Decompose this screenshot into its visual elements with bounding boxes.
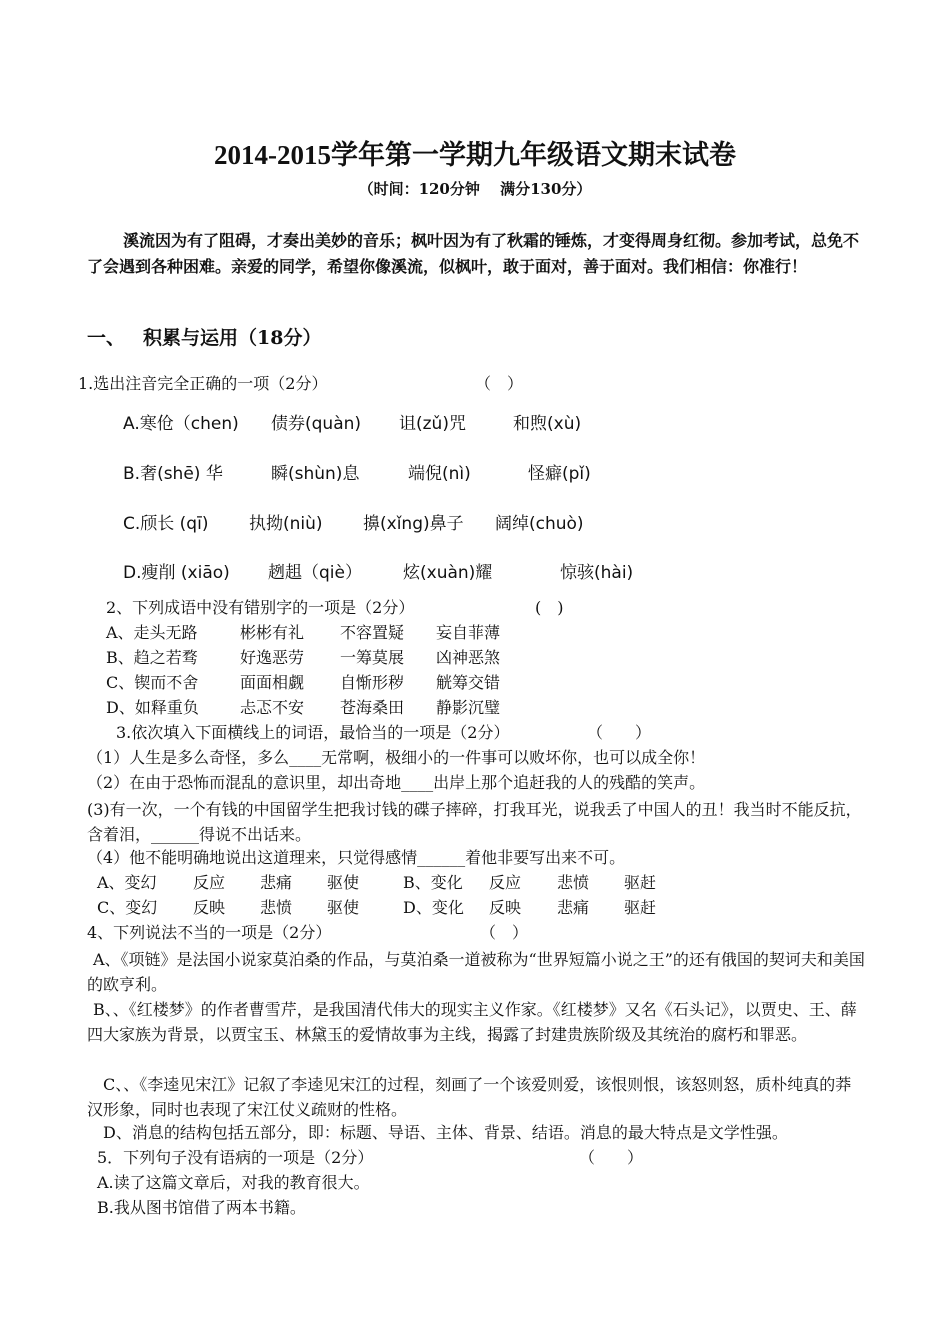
q3-d-3: 悲痛 — [557, 898, 590, 917]
q3-sentence-3: (3)有一次，一个有钱的中国留学生把我讨钱的碟子摔碎，打我耳光，说我丢了中国人的丑！我当时不能反抗，含着泪，______得说不出话来。 — [87, 800, 862, 844]
q3-stem: 3.依次填入下面横线上的词语，最恰当的一项是（2分） — [116, 723, 510, 742]
q1-b-4: 怪癖(pǐ) — [528, 464, 591, 484]
q2-c-4: 觥筹交错 — [436, 673, 501, 692]
q3-b-3: 悲愤 — [557, 873, 590, 892]
q3-a-2: 反应 — [193, 873, 226, 892]
q3-a-4: 驱使 — [327, 873, 360, 892]
q3-b-1: B、变化 — [403, 873, 463, 892]
q2-c-2: 面面相觑 — [240, 673, 305, 692]
section-number: 一、 — [87, 327, 126, 349]
q1-a-4: 和煦(xù) — [513, 414, 582, 434]
q2-b-1: B、趋之若骛 — [106, 648, 198, 667]
q2-a-1: A、走头无路 — [106, 623, 198, 642]
q1-a-1: A.寒伧（chen) — [123, 414, 239, 434]
q5-stem: 5．下列句子没有语病的一项是（2分） — [97, 1148, 374, 1167]
q3-c-2: 反映 — [193, 898, 226, 917]
q2-d-3: 苍海桑田 — [340, 698, 405, 717]
q3-c-3: 悲愤 — [260, 898, 293, 917]
q3-c-1: C、变幻 — [97, 898, 158, 917]
q3-d-2: 反映 — [489, 898, 522, 917]
q2-a-2: 彬彬有礼 — [240, 623, 305, 642]
q3-sentence-2: （2）在由于恐怖而混乱的意识里，却出奇地____出岸上那个追赶我的人的残酷的笑声。 — [87, 773, 706, 792]
q3-a-3: 悲痛 — [260, 873, 293, 892]
q2-b-3: 一筹莫展 — [340, 648, 405, 667]
q4-option-d: D、消息的结构包括五部分，即：标题、导语、主体、背景、结语。消息的最大特点是文学性强。 — [103, 1123, 788, 1142]
q1-b-3: 端倪(nì) — [408, 464, 471, 484]
q1-stem: 1.选出注音完全正确的一项（2分） — [78, 374, 328, 393]
q1-b-1: B.奢(shē) 华 — [123, 464, 223, 484]
q2-c-1: C、锲而不舍 — [106, 673, 199, 692]
q3-c-4: 驱使 — [327, 898, 360, 917]
q3-d-4: 驱赶 — [624, 898, 657, 917]
q1-a-2: 债券(quàn) — [271, 414, 362, 434]
q1-b-2: 瞬(shùn)息 — [271, 464, 360, 484]
q5-answer-paren: （ ） — [579, 1148, 644, 1167]
q2-b-2: 好逸恶劳 — [240, 648, 305, 667]
q1-c-2: 执拗(niù) — [249, 514, 323, 534]
q5-option-b: B.我从图书馆借了两本书籍。 — [97, 1198, 306, 1217]
q1-d-2: 趔趄（qiè） — [268, 563, 362, 583]
q2-d-2: 忐忑不安 — [240, 698, 305, 717]
q4-option-a: A、《项链》是法国小说家莫泊桑的作品，与莫泊桑一道被称为“世界短篇小说之王”的还有俄国的契诃夫和美国的欧亨利。 — [87, 950, 865, 994]
q3-b-2: 反应 — [489, 873, 522, 892]
q2-d-1: D、如释重负 — [106, 698, 199, 717]
q2-stem: 2、下列成语中没有错别字的一项是（2分） — [106, 598, 415, 617]
section-label: 积累与运用（18分） — [143, 327, 322, 349]
q4-option-c: C、、《李逵见宋江》记叙了李逵见宋江的过程，刻画了一个该爱则爱，该恨则恨，该怒则怒，质朴纯真的莽汉形象，同时也表现了宋江仗义疏财的性格。 — [87, 1075, 852, 1119]
q2-d-4: 静影沉璧 — [436, 698, 501, 717]
q4-option-b: B、、《红楼梦》的作者曹雪芹，是我国清代伟大的现实主义作家。《红楼梦》又名《石头记》，以贾史、王、薛四大家族为背景，以贾宝玉、林黛玉的爱情故事为主线，揭露了封建贵族阶级及其统治的腐朽和罪恶。 — [87, 1000, 857, 1044]
q1-d-3: 炫(xuàn)耀 — [403, 563, 493, 583]
q1-a-3: 诅(zǔ)咒 — [399, 414, 466, 434]
q3-b-4: 驱赶 — [624, 873, 657, 892]
q3-sentence-1: （1）人生是多么奇怪，多么____无常啊，极细小的一件事可以败坏你，也可以成全你！ — [87, 748, 706, 767]
q1-c-3: 擤(xǐng)鼻子 — [363, 514, 464, 534]
q3-a-1: A、变幻 — [97, 873, 157, 892]
q5-option-a: A.读了这篇文章后，对我的教育很大。 — [97, 1173, 370, 1192]
section-heading — [87, 323, 321, 350]
q1-d-1: D.瘦削 (xiāo) — [123, 563, 230, 583]
q2-a-4: 妄自菲薄 — [436, 623, 501, 642]
q2-b-4: 凶神恶煞 — [436, 648, 501, 667]
intro-paragraph: 溪流因为有了阻碍，才奏出美妙的音乐；枫叶因为有了秋霜的锤炼，才变得周身红彻。参加考试，总免不了会遇到各种困难。亲爱的同学，希望你像溪流，似枫叶，敢于面对，善于面对。我们相信：你准行！ — [87, 231, 860, 276]
q1-c-4: 阔绰(chuò) — [495, 514, 584, 534]
q2-a-3: 不容置疑 — [340, 623, 405, 642]
q2-answer-paren: ( ) — [535, 598, 564, 617]
q3-answer-paren: （ ） — [587, 723, 652, 742]
q4-stem: 4、下列说法不当的一项是（2分） — [87, 923, 332, 942]
q3-d-1: D、变化 — [403, 898, 464, 917]
q1-c-1: C.颀长 (qī) — [123, 514, 209, 534]
q1-d-4: 惊骇(hài) — [560, 563, 634, 583]
q1-answer-paren: （ ） — [475, 374, 524, 393]
q2-c-3: 自惭形秽 — [340, 673, 405, 692]
exam-title: 2014-2015学年第一学期九年级语文期末试卷 — [214, 140, 736, 170]
q4-answer-paren: （ ） — [480, 923, 529, 942]
exam-subtitle: （时间：120分钟 满分130分） — [358, 180, 592, 198]
q3-sentence-4: （4）他不能明确地说出这道理来，只觉得感情______着他非要写出来不可。 — [87, 848, 626, 867]
